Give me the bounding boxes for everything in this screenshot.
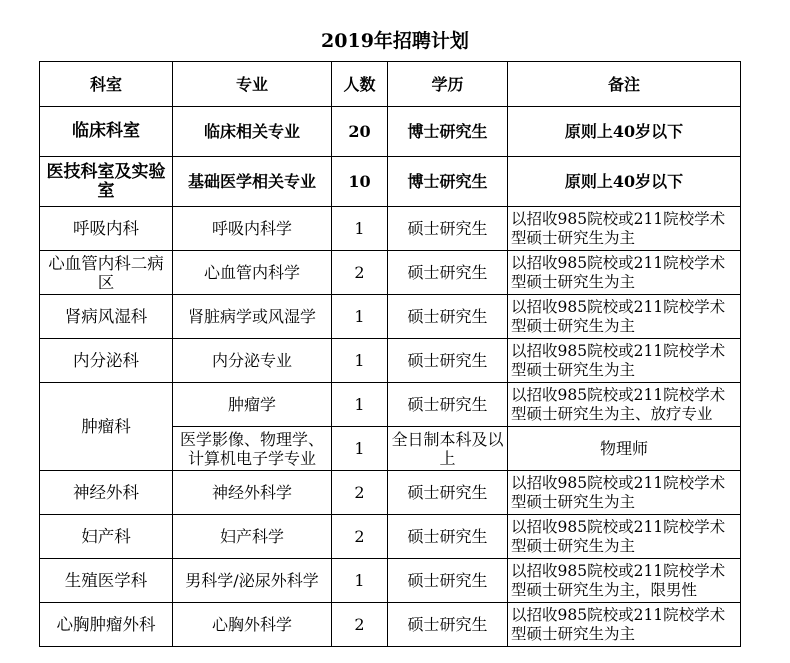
cell-count: 20 xyxy=(332,107,388,157)
header-count: 人数 xyxy=(332,62,388,107)
cell-notes: 以招收985院校或211院校学术型硕士研究生为主 xyxy=(508,339,741,383)
cell-major: 基础医学相关专业 xyxy=(173,157,332,207)
cell-major: 妇产科学 xyxy=(173,515,332,559)
cell-education: 硕士研究生 xyxy=(388,559,508,603)
table-row xyxy=(40,515,741,559)
cell-notes: 原则上40岁以下 xyxy=(508,107,741,157)
cell-notes: 以招收985院校或211院校学术型硕士研究生为主 xyxy=(508,515,741,559)
cell-education: 硕士研究生 xyxy=(388,471,508,515)
cell-education: 博士研究生 xyxy=(388,157,508,207)
cell-notes: 以招收985院校或211院校学术型硕士研究生为主 xyxy=(508,251,741,295)
cell-count: 1 xyxy=(332,559,388,603)
cell-education: 硕士研究生 xyxy=(388,251,508,295)
cell-major: 心胸外科学 xyxy=(173,603,332,647)
cell-education: 硕士研究生 xyxy=(388,295,508,339)
cell-education: 硕士研究生 xyxy=(388,515,508,559)
cell-department: 呼吸内科 xyxy=(40,207,173,251)
cell-department: 心血管内科二病区 xyxy=(40,251,173,295)
table-row xyxy=(40,383,741,427)
cell-education: 硕士研究生 xyxy=(388,603,508,647)
cell-education: 博士研究生 xyxy=(388,107,508,157)
cell-count: 2 xyxy=(332,515,388,559)
cell-count: 1 xyxy=(332,295,388,339)
table-row xyxy=(40,295,741,339)
cell-count: 2 xyxy=(332,603,388,647)
cell-notes: 以招收985院校或211院校学术型硕士研究生为主、放疗专业 xyxy=(508,383,741,427)
cell-major: 内分泌专业 xyxy=(173,339,332,383)
table-row xyxy=(40,339,741,383)
table-header-row xyxy=(40,62,741,107)
header-major: 专业 xyxy=(173,62,332,107)
cell-department: 生殖医学科 xyxy=(40,559,173,603)
cell-notes: 以招收985院校或211院校学术型硕士研究生为主 xyxy=(508,603,741,647)
cell-department: 神经外科 xyxy=(40,471,173,515)
header-notes: 备注 xyxy=(508,62,741,107)
cell-major: 呼吸内科学 xyxy=(173,207,332,251)
page-title: 2019年招聘计划 xyxy=(321,30,469,52)
table-row xyxy=(40,251,741,295)
header-department: 科室 xyxy=(40,62,173,107)
cell-major: 神经外科学 xyxy=(173,471,332,515)
cell-department: 医技科室及实验室 xyxy=(40,157,173,207)
cell-department: 临床科室 xyxy=(40,107,173,157)
cell-count: 2 xyxy=(332,251,388,295)
cell-department: 肿瘤科 xyxy=(40,383,173,471)
cell-notes: 以招收985院校或211院校学术型硕士研究生为主 xyxy=(508,471,741,515)
table-row xyxy=(40,559,741,603)
cell-count: 1 xyxy=(332,207,388,251)
cell-notes: 以招收985院校或211院校学术型硕士研究生为主，限男性 xyxy=(508,559,741,603)
cell-notes: 以招收985院校或211院校学术型硕士研究生为主 xyxy=(508,295,741,339)
cell-department: 内分泌科 xyxy=(40,339,173,383)
cell-count: 1 xyxy=(332,383,388,427)
cell-count: 2 xyxy=(332,471,388,515)
table-row xyxy=(40,157,741,207)
cell-education: 硕士研究生 xyxy=(388,383,508,427)
table-row xyxy=(40,207,741,251)
table-row xyxy=(40,471,741,515)
cell-notes: 以招收985院校或211院校学术型硕士研究生为主 xyxy=(508,207,741,251)
cell-major: 临床相关专业 xyxy=(173,107,332,157)
cell-notes: 原则上40岁以下 xyxy=(508,157,741,207)
table-row xyxy=(40,603,741,647)
cell-major: 男科学/泌尿外科学 xyxy=(173,559,332,603)
cell-department: 心胸肿瘤外科 xyxy=(40,603,173,647)
cell-education: 硕士研究生 xyxy=(388,207,508,251)
cell-major: 医学影像、物理学、计算机电子学专业 xyxy=(173,427,332,471)
cell-major: 心血管内科学 xyxy=(173,251,332,295)
header-education: 学历 xyxy=(388,62,508,107)
cell-count: 1 xyxy=(332,427,388,471)
cell-notes: 物理师 xyxy=(508,427,741,471)
cell-count: 10 xyxy=(332,157,388,207)
cell-education: 硕士研究生 xyxy=(388,339,508,383)
recruitment-table xyxy=(39,61,741,647)
cell-major: 肿瘤学 xyxy=(173,383,332,427)
cell-education: 全日制本科及以上 xyxy=(388,427,508,471)
cell-department: 妇产科 xyxy=(40,515,173,559)
cell-count: 1 xyxy=(332,339,388,383)
table-row xyxy=(40,107,741,157)
cell-major: 肾脏病学或风湿学 xyxy=(173,295,332,339)
cell-department: 肾病风湿科 xyxy=(40,295,173,339)
